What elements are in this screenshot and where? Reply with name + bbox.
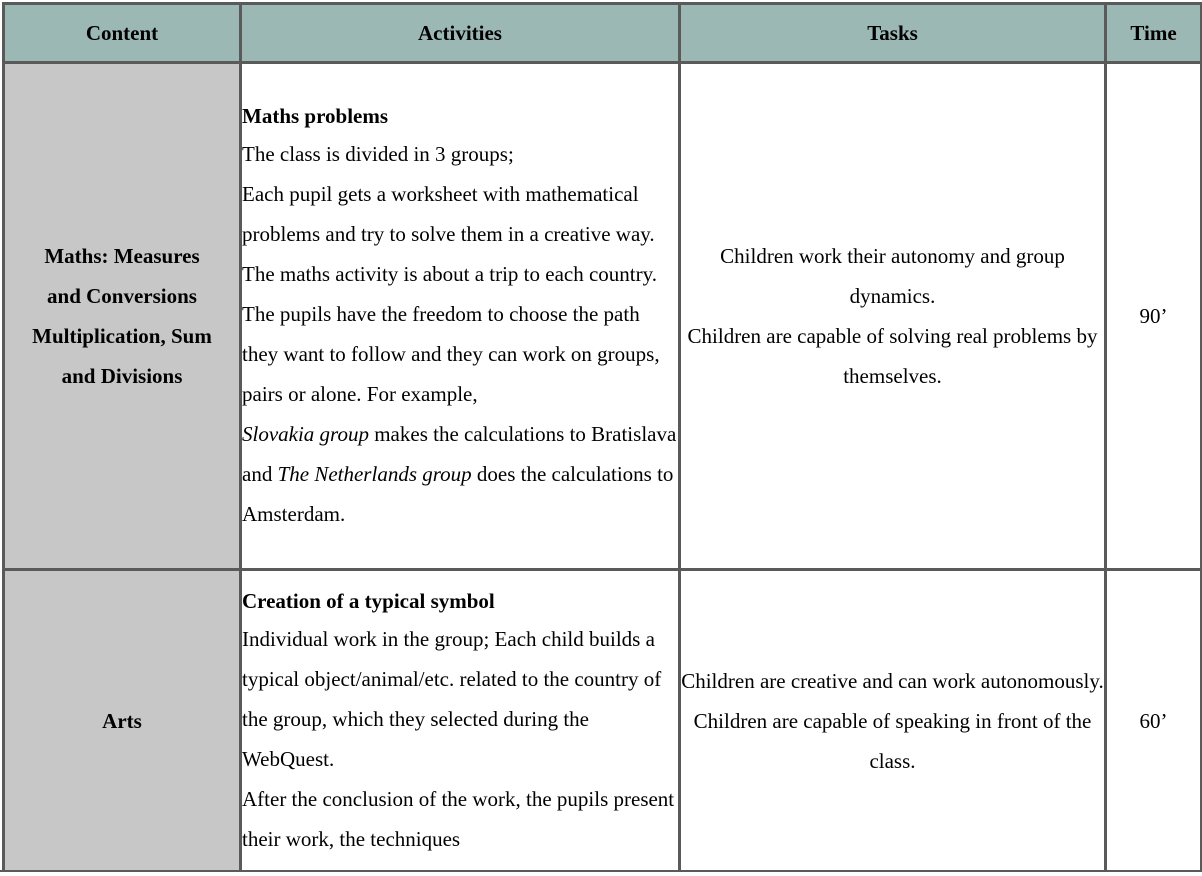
task-cell-arts: Children are creative and can work autonomously. Children are capable of speaking in front of the class. — [680, 570, 1106, 873]
activity-text: does the calculations to Amsterdam. — [242, 462, 674, 526]
content-cell-maths — [4, 63, 241, 570]
header-content: Content — [4, 4, 241, 63]
content-line: and Conversions — [47, 284, 197, 308]
activity-title: Creation of a typical symbol — [242, 589, 495, 613]
task-text: Children work their autonomy and group dynamics. — [720, 244, 1065, 308]
header-tasks: Tasks — [680, 4, 1106, 63]
activity-italic-text: The Netherlands group — [277, 462, 472, 486]
task-cell-maths — [680, 63, 1106, 570]
header-row — [4, 4, 1202, 63]
activity-title: Maths problems — [242, 104, 389, 128]
activity-text: makes the calculations to Bratislava and — [242, 422, 677, 486]
activity-text: Individual work in the group; Each child builds a typical object/animal/etc. related to the country of the group, which they selected during the WebQuest. — [242, 627, 662, 771]
content-line: Multiplication, Sum — [32, 324, 212, 348]
content-cell-arts: Arts — [4, 570, 241, 873]
time-cell-maths: 90’ — [1106, 63, 1202, 570]
activity-italic-text: Slovakia group — [242, 422, 369, 446]
activity-text: After the conclusion of the work, the pupils present their work, the techniques — [242, 787, 675, 851]
page-bottom-edge — [0, 872, 1202, 876]
time-cell-arts: 60’ — [1106, 570, 1202, 873]
table-row — [4, 63, 1202, 570]
header-time: Time — [1106, 4, 1202, 63]
activity-cell-maths — [241, 63, 680, 570]
task-text: Children are capable of solving real problems by themselves. — [687, 324, 1098, 388]
lesson-plan-table — [2, 2, 1202, 874]
activity-cell-arts — [241, 570, 680, 873]
header-activities: Activities — [241, 4, 680, 63]
content-line: and Divisions — [61, 364, 183, 388]
content-line: Maths: Measures — [44, 244, 200, 268]
activity-text: The class is divided in 3 groups; — [242, 142, 514, 166]
table-row — [4, 570, 1202, 873]
activity-text: Each pupil gets a worksheet with mathematical problems and try to solve them in a creative way. The maths activity is about a trip to each country. The pupils have the freedom to choose the path they want to follow and they can work on groups, pairs or alone. For example, — [242, 182, 660, 406]
